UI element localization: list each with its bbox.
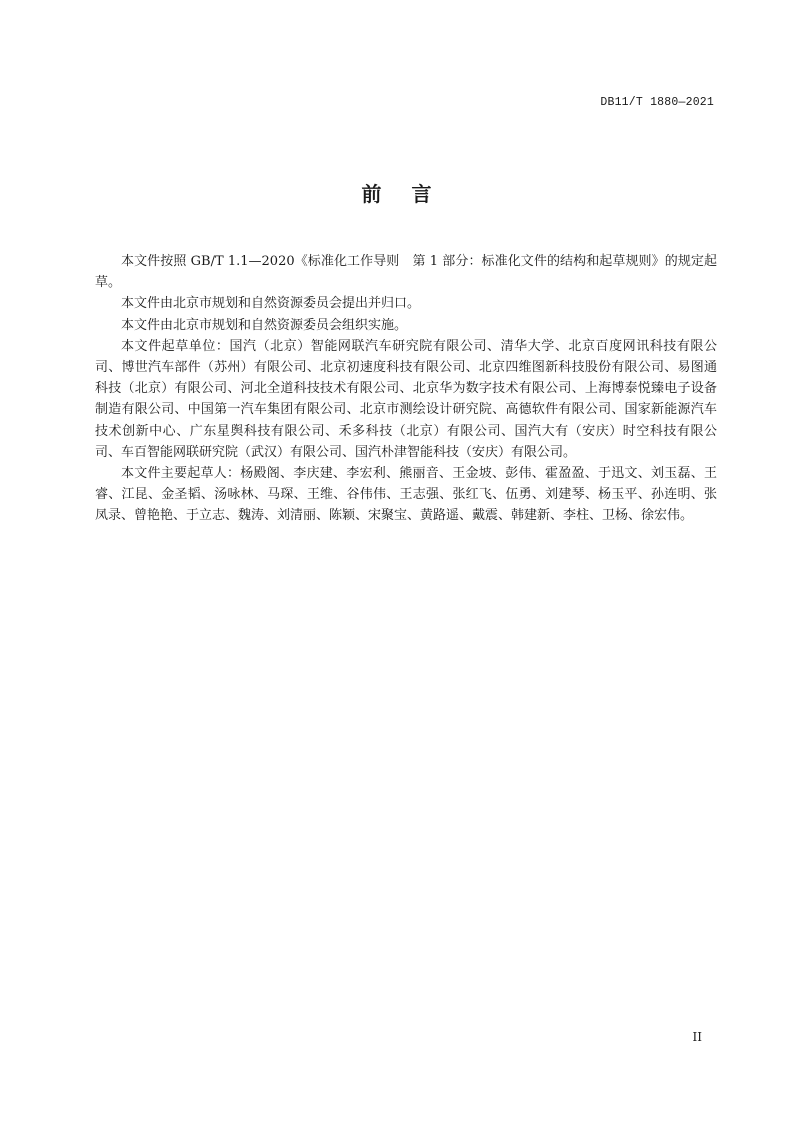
document-code: DB11/T 1880—2021 [600, 96, 714, 109]
page-number: II [692, 1030, 702, 1044]
paragraph-implementer: 本文件由北京市规划和自然资源委员会组织实施。 [121, 317, 408, 333]
paragraph-main-drafters: 本文件主要起草人：杨殿阁、李庆建、李宏利、熊丽音、王金坡、彭伟、霍盈盈、于迅文、刘玉磊、王睿、江昆、金圣韬、汤咏林、马琛、王维、谷伟伟、王志强、张红飞、伍勇、刘建琴、杨玉平、孙连明、张凤录、曾艳艳、于立志、魏涛、刘清丽、陈颖、宋聚宝、黄路遥、戴震、韩建新、李柱、卫杨、徐宏伟。 [95, 466, 717, 524]
paragraph-drafting-rules: 本文件按照 GB/T 1.1—2020《标准化工作导则 第 1 部分：标准化文件的结构和起草规则》的规定起草。 [95, 254, 717, 291]
foreword-body [95, 251, 717, 527]
paragraph-drafting-units: 本文件起草单位：国汽（北京）智能网联汽车研究院有限公司、清华大学、北京百度网讯科技有限公司、博世汽车部件（苏州）有限公司、北京初速度科技有限公司、北京四维图新科技股份有限公司、易图通科技（北京）有限公司、河北全道科技技术有限公司、北京华为数字技术有限公司、上海博泰悦臻电子设备制造有限公司、中国第一汽车集团有限公司、北京市测绘设计研究院、高德软件有限公司、国家新能源汽车技术创新中心、广东星舆科技有限公司、禾多科技（北京）有限公司、国汽大有（安庆）时空科技有限公司、车百智能网联研究院（武汉）有限公司、国汽朴津智能科技（安庆）有限公司。 [95, 338, 717, 460]
paragraph-proposer: 本文件由北京市规划和自然资源委员会提出并归口。 [121, 296, 421, 312]
page-title: 前言 [361, 182, 462, 206]
